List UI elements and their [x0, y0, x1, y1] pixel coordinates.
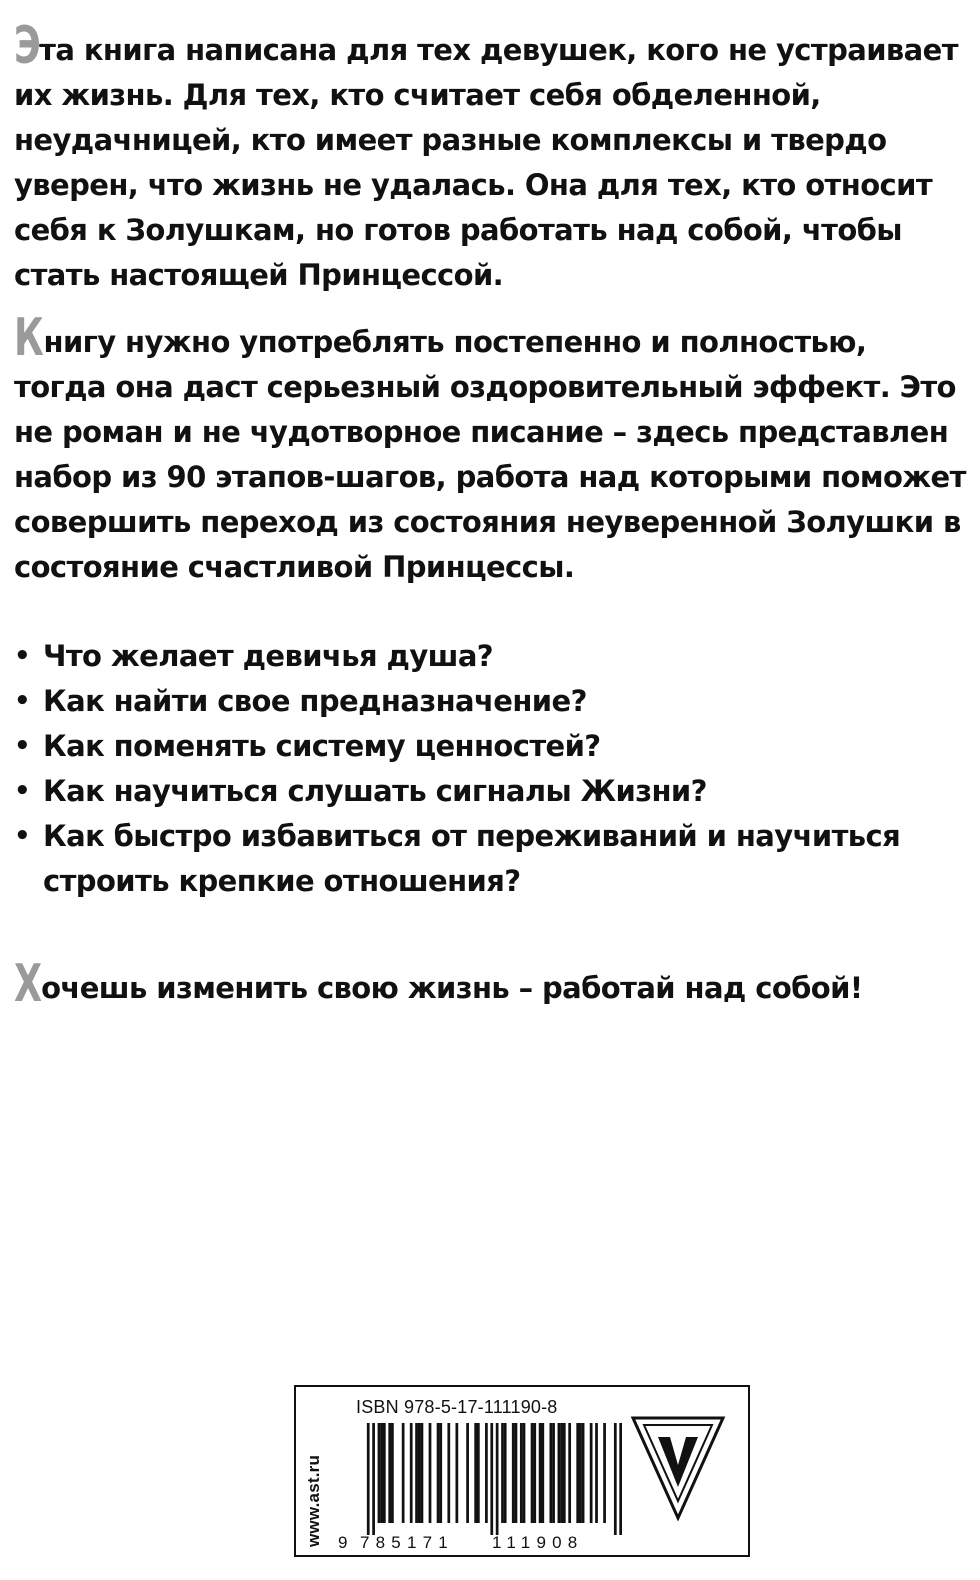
barcode-bar [515, 1423, 518, 1523]
question-text: Как поменять систему ценностей? [43, 729, 601, 763]
barcode-bar [576, 1423, 579, 1523]
v-triangle-logo-icon [630, 1415, 726, 1521]
barcode-bar [477, 1423, 480, 1523]
barcode-first-digit: 9 [338, 1533, 348, 1552]
list-item [14, 679, 966, 724]
barcode-bar [568, 1423, 571, 1523]
bullet-icon: • [14, 731, 31, 761]
slogan-text: очешь изменить свою жизнь – работай над собой! [41, 971, 863, 1005]
barcode-guard-bar [372, 1423, 375, 1535]
bullet-icon: • [14, 641, 31, 671]
barcode-bar [391, 1423, 394, 1523]
barcode-guard-bar [614, 1423, 617, 1535]
barcode-bar [474, 1423, 477, 1523]
barcode-bar [437, 1423, 440, 1523]
questions-list [14, 634, 966, 904]
barcode-bar [421, 1423, 424, 1523]
barcode-bar [552, 1423, 555, 1523]
intro-paragraph [14, 16, 966, 298]
barcode-bar [603, 1423, 606, 1523]
barcode-bar [504, 1423, 507, 1523]
barcode-bar [439, 1423, 442, 1523]
barcode-bar [415, 1423, 418, 1523]
barcode-bar [378, 1423, 381, 1523]
isbn-box [294, 1385, 750, 1557]
barcode-bar [380, 1423, 383, 1523]
list-item [14, 814, 966, 904]
bullet-icon: • [14, 821, 31, 851]
barcode-bar [595, 1423, 598, 1523]
publisher-website: www.ast.ru [304, 1454, 323, 1547]
barcode-bar [512, 1423, 515, 1523]
barcode-guard-bar [367, 1423, 370, 1535]
barcode-bar [563, 1423, 566, 1523]
list-item [14, 634, 966, 679]
dropcap: Э [14, 16, 41, 76]
barcode-guard-bar [496, 1423, 499, 1535]
barcode-bar [590, 1423, 593, 1523]
barcode-right-digits: 111908 [492, 1533, 584, 1552]
barcode-bar [388, 1423, 391, 1523]
barcode-bar [429, 1423, 432, 1523]
dropcap: К [14, 308, 44, 368]
barcode-bar [501, 1423, 504, 1523]
barcode [340, 1423, 622, 1535]
list-item [14, 769, 966, 814]
paragraph-text: та книга написана для тех девушек, кого не устраивает их жизнь. Для тех, кто считает себя обделенной, неудачницей, кто имеет разные комплексы и твердо уверен, что жизнь не удалась. Она для тех, кто относит себя к Золушкам, но готов работать над собой, чтобы стать настоящей Принцессой. [14, 33, 958, 292]
barcode-bar [558, 1423, 561, 1523]
list-item [14, 724, 966, 769]
bullet-icon: • [14, 776, 31, 806]
barcode-bar [418, 1423, 421, 1523]
barcode-bar [549, 1423, 552, 1523]
barcode-bar [410, 1423, 413, 1523]
barcode-bar [560, 1423, 563, 1523]
barcode-bar [582, 1423, 585, 1523]
barcode-bar [541, 1423, 544, 1523]
barcode-bar [520, 1423, 523, 1523]
barcode-bar [447, 1423, 450, 1523]
barcode-bar [455, 1423, 458, 1523]
barcode-bar [383, 1423, 386, 1523]
barcode-left-digits: 785171 [360, 1533, 454, 1552]
question-text: Как научиться слушать сигналы Жизни? [43, 774, 707, 808]
closing-slogan [14, 954, 966, 1014]
barcode-bar [402, 1423, 405, 1523]
question-text: Что желает девичья душа? [43, 639, 494, 673]
paragraph-text: нигу нужно употреблять постепенно и полностью, тогда она даст серьезный оздоровительный эффект. Это не роман и не чудотворное писание – здесь представлен набор из 90 этапов-шагов, работа над которыми поможет совершить переход из состояния неуверенной Золушки в состояние счастливой Принцессы. [14, 325, 966, 584]
dropcap: Х [14, 954, 43, 1014]
barcode-bar [466, 1423, 469, 1523]
isbn-label: ISBN 978-5-17-111190-8 [356, 1397, 558, 1417]
question-text: Как быстро избавиться от переживаний и научиться строить крепкие отношения? [43, 819, 901, 898]
barcode-bar [485, 1423, 488, 1523]
barcode-bar [531, 1423, 534, 1523]
barcode-bar [523, 1423, 526, 1523]
barcode-bar [579, 1423, 582, 1523]
bullet-icon: • [14, 686, 31, 716]
barcode-guard-bar [490, 1423, 493, 1535]
barcode-bar [533, 1423, 536, 1523]
barcode-guard-bar [619, 1423, 622, 1535]
usage-paragraph [14, 308, 966, 590]
barcode-bar [539, 1423, 542, 1523]
question-text: Как найти свое предназначение? [43, 684, 587, 718]
